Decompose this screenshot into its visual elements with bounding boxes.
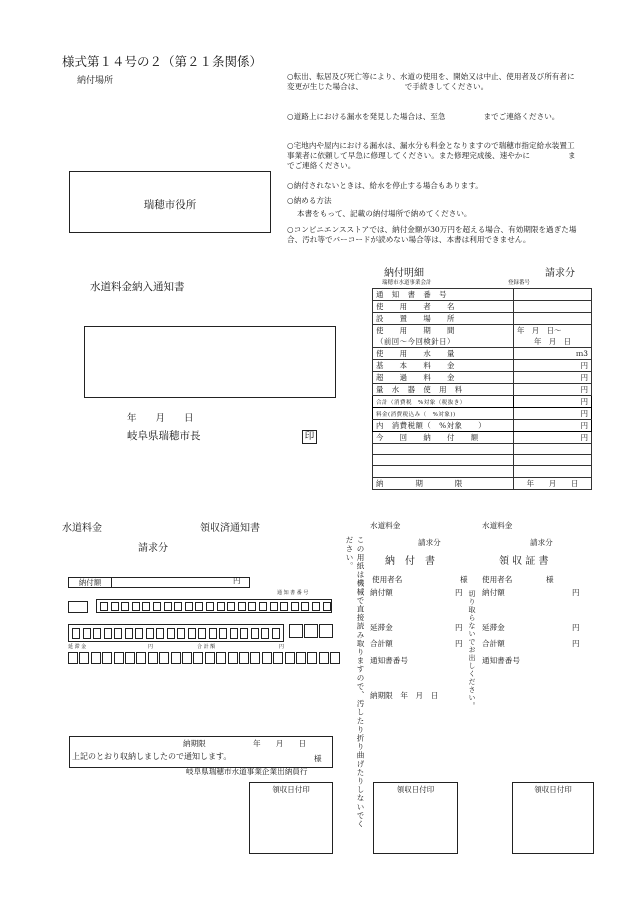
- ocr-cell: [239, 652, 249, 664]
- ocr-cell: [111, 602, 119, 611]
- ocr-cell: [104, 628, 112, 639]
- ocr-cell: [182, 652, 192, 664]
- ocr-cell: [307, 652, 317, 664]
- rc-title: 領 収 証 書: [499, 556, 549, 567]
- ocr-cell: [228, 652, 238, 664]
- ocr-cell: [148, 652, 158, 664]
- table-row: [373, 372, 592, 384]
- rc-water-fee: 水道料金: [482, 521, 513, 530]
- ocr-cell: [270, 602, 278, 611]
- ocr-cell: [248, 602, 256, 611]
- row-value: [514, 289, 592, 301]
- ps-water-fee: 水道料金: [370, 521, 401, 530]
- ocr-cell: [159, 652, 169, 664]
- notice-3: ○宅地内や屋内における漏水は、漏水分も料金となりますので瑞穂市指定給水装置工事業者に依頼して早急に修理してください。また修理完成後、速やかに までご連絡ください。: [287, 141, 576, 171]
- ps-amount-yen: 円: [455, 588, 463, 597]
- rc-amount-yen: 円: [572, 588, 580, 597]
- ocr-cell: [238, 602, 246, 611]
- row-label: 料金(消費税込み（ %対象)): [373, 408, 514, 420]
- table-row: [373, 348, 592, 360]
- ocr-cell: [209, 628, 217, 639]
- issue-date: 年 月 日: [127, 413, 194, 424]
- ocr-cell: [135, 628, 143, 639]
- cut-note: 切り取らないでお出しください。: [468, 590, 476, 710]
- notice-doc-title: 水道料金納入通知書: [90, 281, 185, 293]
- form-title: 様式第１４号の２（第２１条関係）: [62, 54, 263, 69]
- ocr-check-3: [319, 624, 333, 638]
- ocr-cell: [146, 628, 154, 639]
- rn-yen-mini-2: 円: [279, 644, 285, 650]
- ocr-cell: [93, 628, 101, 639]
- rc-total-yen: 円: [572, 639, 580, 648]
- row-value: 円: [514, 420, 592, 432]
- ocr-cell: [330, 652, 340, 664]
- rn-bank: 岐阜県瑞穂市水道事業企業出納員行: [186, 767, 308, 776]
- row-value: 円: [514, 432, 592, 444]
- ps-due-label: 納期限 年 月 日: [370, 691, 439, 700]
- ocr-cell: [230, 628, 238, 639]
- ocr-cell: [188, 628, 196, 639]
- row-label: 超 過 料 金: [373, 372, 514, 384]
- ocr-cell: [319, 652, 329, 664]
- ps-stamp-label: 領収日付印: [396, 785, 435, 794]
- row-value: [514, 466, 592, 477]
- rc-stamp-label: 領収日付印: [534, 785, 572, 794]
- detail-bill-tag: 請求分: [545, 268, 575, 279]
- rc-notice-no-label: 通知書番号: [482, 656, 520, 665]
- ps-bill-tag: 請求分: [418, 538, 441, 547]
- table-row: [373, 325, 592, 337]
- notice-5: ○納める方法: [287, 196, 332, 205]
- row-value: 円: [514, 384, 592, 396]
- rn-total-mini: 合 計 額: [197, 644, 216, 650]
- rn-amount-yen: 円: [233, 576, 241, 585]
- ocr-cell: [142, 602, 150, 611]
- rc-stamp-box: [512, 782, 594, 854]
- table-row: [373, 444, 592, 455]
- ocr-check-1: [289, 624, 303, 638]
- row-label: 内 消費税額（ %対象 ）: [373, 420, 514, 432]
- ocr-cell: [164, 602, 172, 611]
- notice-4: ○納付されないときは、給水を停止する場合もあります。: [287, 181, 483, 190]
- rn-due-label: 納期限: [183, 739, 206, 748]
- ocr-cell: [240, 628, 248, 639]
- row-label: 通 知 書 番 号: [373, 289, 514, 301]
- issuer-name: 岐阜県瑞穂市長: [127, 430, 201, 442]
- table-row: [373, 408, 592, 420]
- address-box: [84, 326, 336, 398]
- rc-bill-tag: 請求分: [530, 538, 553, 547]
- ps-notice-no-label: 通知書番号: [370, 656, 408, 665]
- detail-table: [372, 288, 592, 490]
- ocr-cell: [205, 652, 215, 664]
- ocr-cell: [100, 602, 108, 611]
- row-value: 年 月 日: [514, 477, 592, 489]
- row-label: 使 用 者 名: [373, 301, 514, 313]
- ocr-cell: [79, 652, 89, 664]
- ps-late-fee-yen: 円: [455, 623, 463, 632]
- rn-due-date: 年 月 日: [253, 739, 307, 748]
- ps-stamp-box: [373, 782, 458, 854]
- ocr-cell: [272, 628, 280, 639]
- ocr-cell: [91, 652, 101, 664]
- ocr-check-2: [304, 624, 318, 638]
- row-value: 円: [514, 372, 592, 384]
- ocr-cell: [273, 652, 283, 664]
- ps-total-yen: 円: [455, 639, 463, 648]
- ocr-cell: [125, 628, 133, 639]
- row-label: 納 期 限: [373, 477, 514, 489]
- ps-user-label: 使用者名: [372, 575, 403, 584]
- ocr-cell: [219, 628, 227, 639]
- table-row: [373, 313, 592, 325]
- ocr-cell: [114, 628, 122, 639]
- row-label: 量 水 器 使 用 料: [373, 384, 514, 396]
- table-row: [373, 289, 592, 301]
- rn-received-msg: 上記のとおり収納しましたので通知します。: [72, 752, 232, 761]
- rn-bill-tag: 請求分: [138, 543, 168, 554]
- row-value: 円: [514, 360, 592, 372]
- ocr-cell: [83, 628, 91, 639]
- ocr-cell: [153, 602, 161, 611]
- rn-amount-label-cell: [68, 577, 112, 588]
- ocr-cell: [185, 602, 193, 611]
- row-label: [373, 466, 514, 477]
- ocr-cell: [125, 652, 135, 664]
- ocr-cell: [227, 602, 235, 611]
- row-label: 基 本 料 金: [373, 360, 514, 372]
- ocr-cell: [132, 602, 140, 611]
- notice-7: ○コンビニエンスストアでは、納付金額が30万円を超える場合、有効期限を過ぎた場合、汚れ等でバーコードが読めない場合等は、本書は利用できません。: [287, 225, 577, 245]
- rn-stamp-box: [249, 782, 333, 854]
- payment-place-label: 納付場所: [77, 76, 114, 86]
- ocr-cell: [251, 628, 259, 639]
- ocr-cell: [136, 652, 146, 664]
- ocr-cell: [206, 602, 214, 611]
- vertical-note: この用紙は機械で直接読み取りますので、汚したり折り曲げたりしないでください。: [345, 536, 365, 829]
- rn-sama: 様: [314, 754, 322, 763]
- ocr-cell: [285, 652, 295, 664]
- row-label: 使 用 期 間: [373, 325, 514, 337]
- ocr-cell: [296, 652, 306, 664]
- ocr-cell: [171, 652, 181, 664]
- table-row: [373, 420, 592, 432]
- ps-late-fee-label: 延滞金: [370, 623, 393, 632]
- table-row: [373, 466, 592, 477]
- ocr-cell: [216, 652, 226, 664]
- row-label: [373, 444, 514, 455]
- ocr-box-small: [68, 601, 88, 613]
- table-row: [373, 455, 592, 466]
- ocr-cell: [291, 602, 299, 611]
- rc-late-fee-yen: 円: [572, 623, 580, 632]
- row-label: （前回～今回検針日）: [373, 336, 514, 348]
- ocr-cell: [250, 652, 260, 664]
- ocr-cell: [198, 628, 206, 639]
- row-value: 円: [514, 408, 592, 420]
- ocr-cell: [72, 628, 80, 639]
- rc-total-label: 合計額: [482, 639, 505, 648]
- table-row: [373, 336, 592, 348]
- row-value: ｍ3: [514, 348, 592, 360]
- ocr-cell: [323, 602, 331, 611]
- row-value: [514, 444, 592, 455]
- ocr-cell: [195, 602, 203, 611]
- rc-late-fee-label: 延滞金: [482, 623, 505, 632]
- ocr-cell: [114, 652, 124, 664]
- detail-accounting: 瑞穂市水道事業会計: [382, 280, 432, 286]
- table-row: [373, 477, 592, 489]
- ps-title: 納 付 書: [385, 556, 435, 567]
- table-row: [373, 384, 592, 396]
- ocr-cell: [301, 602, 309, 611]
- table-row: [373, 396, 592, 408]
- payment-place-box: [69, 171, 271, 233]
- rn-yen-mini-1: 円: [148, 644, 154, 650]
- detail-title: 納付明細: [384, 268, 424, 279]
- ocr-cell: [156, 628, 164, 639]
- table-row: [373, 301, 592, 313]
- row-value: [514, 301, 592, 313]
- row-label: 使 用 水 量: [373, 348, 514, 360]
- ocr-cell: [261, 628, 269, 639]
- seal-text: 印: [304, 431, 315, 442]
- notice-1: ○転出、転居及び死亡等により、水道の使用を、開始又は中止、使用者及び所有者に変更が生じた場合は、 で手続きしてください。: [287, 72, 575, 92]
- ocr-cell: [102, 652, 112, 664]
- ps-sama: 様: [460, 575, 468, 584]
- rc-sama: 様: [546, 575, 554, 584]
- ocr-cell: [262, 652, 272, 664]
- ocr-cell: [177, 628, 185, 639]
- ocr-cell: [193, 652, 203, 664]
- seal-box: [302, 430, 317, 444]
- row-label: 設 置 場 所: [373, 313, 514, 325]
- row-label: [373, 455, 514, 466]
- ocr-cell: [280, 602, 288, 611]
- notice-6: 本書をもって、記載の納付場所で納めてください。: [297, 209, 472, 218]
- notice-2: ○道路上における漏水を発見した場合は、至急 までご連絡ください。: [287, 112, 560, 121]
- rn-stamp-label: 領収日付印: [272, 785, 310, 794]
- ocr-cell: [121, 602, 129, 611]
- ps-amount-label: 納付額: [370, 588, 393, 597]
- detail-reg-no: 登録番号: [508, 280, 531, 286]
- row-value: [514, 313, 592, 325]
- rn-amount-label: 納付額: [78, 578, 102, 587]
- table-row: [373, 432, 592, 444]
- payment-place-value: 瑞穂市役所: [143, 199, 197, 211]
- row-value: 円: [514, 396, 592, 408]
- rc-amount-label: 納付額: [482, 588, 505, 597]
- rn-title: 領収済通知書: [200, 523, 260, 534]
- ocr-cell: [68, 652, 78, 664]
- ocr-cell: [259, 602, 267, 611]
- row-label: 合計（消費税 %対象（税抜き）: [373, 396, 514, 408]
- rc-user-label: 使用者名: [482, 575, 513, 584]
- ocr-cell: [312, 602, 320, 611]
- ocr-cell: [174, 602, 182, 611]
- row-value: [514, 455, 592, 466]
- ocr-cell: [217, 602, 225, 611]
- ps-total-label: 合計額: [370, 639, 393, 648]
- table-row: [373, 360, 592, 372]
- row-label: 今 回 納 付 額: [373, 432, 514, 444]
- row-value: 年 月 日: [514, 336, 592, 348]
- rn-late-fee-mini: 延 滞 金: [68, 644, 87, 650]
- rn-water-fee: 水道料金: [62, 523, 102, 534]
- rn-notice-no-label: 通 知 書 番 号: [277, 590, 309, 596]
- ocr-cell: [167, 628, 175, 639]
- row-value: 年 月 日～: [514, 325, 592, 337]
